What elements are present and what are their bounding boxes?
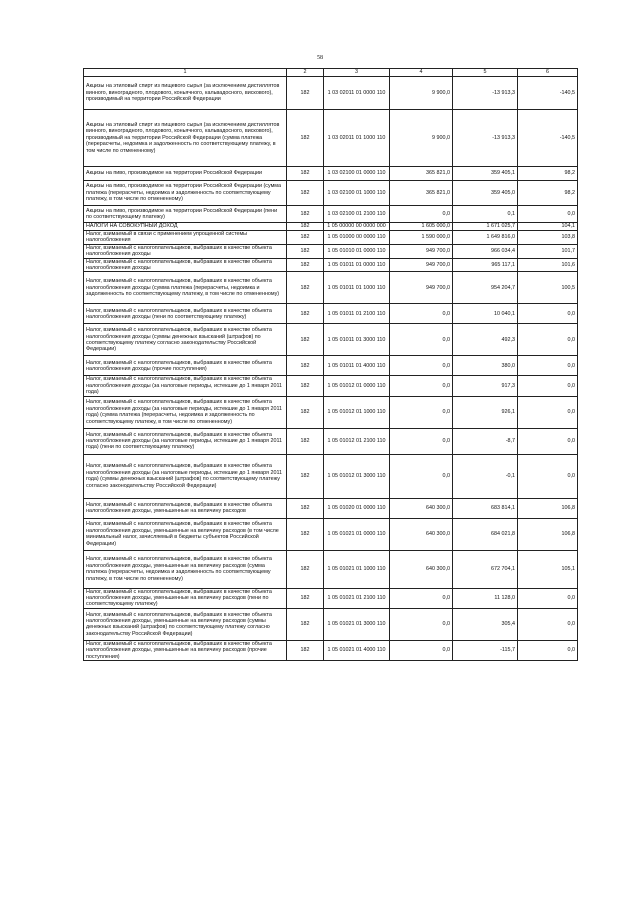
table-row	[84, 206, 578, 223]
actual-amount: 672 704,1	[453, 550, 518, 588]
row-name: Налог, взимаемый с налогоплательщиков, выбравших в качестве объекта налогообложения доходы (прочие поступления)	[84, 356, 287, 376]
execution-percent: 0,0	[518, 428, 578, 454]
admin-code: 182	[287, 396, 324, 428]
actual-amount: 966 034,4	[453, 244, 518, 258]
table-row	[84, 518, 578, 550]
table-row	[84, 588, 578, 608]
planned-amount: 0,0	[390, 356, 453, 376]
planned-amount: 640 300,0	[390, 550, 453, 588]
budget-classification-code: 1 05 00000 00 0000 000	[324, 223, 390, 231]
execution-percent: 0,0	[518, 640, 578, 660]
row-name: Акцизы на пиво, производимое на территории Российской Федерации	[84, 167, 287, 181]
planned-amount: 949 700,0	[390, 272, 453, 304]
execution-percent: 103,8	[518, 231, 578, 245]
table-header-row	[84, 69, 578, 77]
column-header: 2	[287, 69, 324, 77]
row-name: Акцизы на этиловый спирт из пищевого сырья (за исключением дистиллятов винного, виноградного, плодового, коньячного, кальвадосного, вискового), производимый на территории Российской Федерации (сумма платежа (перерасчеты, недоимка и задолженность по соответствующему платежу, в том числе по отмененному)	[84, 110, 287, 167]
budget-classification-code: 1 05 01011 01 3000 110	[324, 324, 390, 356]
column-header: 3	[324, 69, 390, 77]
admin-code: 182	[287, 167, 324, 181]
table-row	[84, 608, 578, 640]
row-name: Налог, взимаемый с налогоплательщиков, выбравших в качестве объекта налогообложения доходы (за налоговые периоды, истекшие до 1 января 2011 года)	[84, 376, 287, 396]
row-name: Налог, взимаемый с налогоплательщиков, выбравших в качестве объекта налогообложения доходы	[84, 258, 287, 272]
actual-amount: 1 671 025,7	[453, 223, 518, 231]
actual-amount: 305,4	[453, 608, 518, 640]
admin-code: 182	[287, 110, 324, 167]
planned-amount: 640 300,0	[390, 518, 453, 550]
row-name: Налог, взимаемый с налогоплательщиков, выбравших в качестве объекта налогообложения доходы, уменьшенные на величину расходов	[84, 498, 287, 518]
row-name: Налог, взимаемый с налогоплательщиков, выбравших в качестве объекта налогообложения доходы (за налоговые периоды, истекшие до 1 января 2011 года) (пени по соответствующему платежу)	[84, 428, 287, 454]
table-row	[84, 550, 578, 588]
row-name: Налог, взимаемый с налогоплательщиков, выбравших в качестве объекта налогообложения доходы (пени по соответствующему платежу)	[84, 304, 287, 324]
table-row	[84, 376, 578, 396]
execution-percent: 0,0	[518, 396, 578, 428]
actual-amount: 380,0	[453, 356, 518, 376]
admin-code: 182	[287, 376, 324, 396]
budget-classification-code: 1 03 02100 01 1000 110	[324, 181, 390, 206]
actual-amount: 684 021,8	[453, 518, 518, 550]
execution-percent: 0,0	[518, 206, 578, 223]
planned-amount: 1 590 000,0	[390, 231, 453, 245]
execution-percent: 100,5	[518, 272, 578, 304]
page-number: 58	[317, 55, 323, 61]
revenue-table	[83, 68, 578, 661]
row-name: Акцизы на этиловый спирт из пищевого сырья (за исключением дистиллятов винного, виноградного, плодового, коньячного, кальвадосного, вискового), производимый на территории Российской Федерации	[84, 77, 287, 110]
execution-percent: -140,5	[518, 110, 578, 167]
budget-classification-code: 1 05 01000 00 0000 110	[324, 231, 390, 245]
admin-code: 182	[287, 77, 324, 110]
execution-percent: 0,0	[518, 376, 578, 396]
planned-amount: 0,0	[390, 376, 453, 396]
table-row	[84, 396, 578, 428]
budget-classification-code: 1 05 01012 01 1000 110	[324, 396, 390, 428]
planned-amount: 949 700,0	[390, 258, 453, 272]
admin-code: 182	[287, 324, 324, 356]
budget-classification-code: 1 05 01021 01 0000 110	[324, 518, 390, 550]
planned-amount: 0,0	[390, 428, 453, 454]
budget-classification-code: 1 05 01011 01 0000 110	[324, 258, 390, 272]
budget-classification-code: 1 05 01012 01 0000 110	[324, 376, 390, 396]
planned-amount: 1 605 000,0	[390, 223, 453, 231]
table-row	[84, 356, 578, 376]
admin-code: 182	[287, 588, 324, 608]
row-name: Налог, взимаемый с налогоплательщиков, выбравших в качестве объекта налогообложения доходы, уменьшенные на величину расходов (сумма платежа (перерасчеты, недоимка и задолженность по соответствующему платежу, в том числе по отмененному)	[84, 550, 287, 588]
row-name: Налог, взимаемый с налогоплательщиков, выбравших в качестве объекта налогообложения доходы (суммы денежных взысканий (штрафов) по соответствующему платежу согласно законодательству Российской Федерации)	[84, 324, 287, 356]
planned-amount: 0,0	[390, 640, 453, 660]
budget-classification-code: 1 05 01021 01 4000 110	[324, 640, 390, 660]
execution-percent: 105,1	[518, 550, 578, 588]
admin-code: 182	[287, 454, 324, 498]
table-row	[84, 110, 578, 167]
admin-code: 182	[287, 428, 324, 454]
row-name: НАЛОГИ НА СОВОКУПНЫЙ ДОХОД	[84, 223, 287, 231]
row-name: Налог, взимаемый с налогоплательщиков, выбравших в качестве объекта налогообложения доходы, уменьшенные на величину расходов (пени по соответствующему платежу)	[84, 588, 287, 608]
table-row	[84, 272, 578, 304]
table-row	[84, 640, 578, 660]
row-name: Налог, взимаемый с налогоплательщиков, выбравших в качестве объекта налогообложения доходы, уменьшенные на величину расходов (в том числе минимальный налог, зачисляемый в бюджеты субъектов Российской Федерации)	[84, 518, 287, 550]
actual-amount: -13 913,3	[453, 110, 518, 167]
planned-amount: 365 821,0	[390, 167, 453, 181]
planned-amount: 949 700,0	[390, 244, 453, 258]
budget-classification-code: 1 05 01011 01 1000 110	[324, 272, 390, 304]
execution-percent: 0,0	[518, 588, 578, 608]
execution-percent: 0,0	[518, 608, 578, 640]
actual-amount: 926,1	[453, 396, 518, 428]
budget-classification-code: 1 05 01021 01 2100 110	[324, 588, 390, 608]
actual-amount: 10 040,1	[453, 304, 518, 324]
table-row	[84, 498, 578, 518]
planned-amount: 0,0	[390, 396, 453, 428]
admin-code: 182	[287, 223, 324, 231]
planned-amount: 0,0	[390, 454, 453, 498]
table-row	[84, 181, 578, 206]
actual-amount: 917,3	[453, 376, 518, 396]
actual-amount: -0,1	[453, 454, 518, 498]
table-row	[84, 167, 578, 181]
actual-amount: 965 117,1	[453, 258, 518, 272]
admin-code: 182	[287, 231, 324, 245]
actual-amount: 492,3	[453, 324, 518, 356]
actual-amount: -13 913,3	[453, 77, 518, 110]
budget-classification-code: 1 05 01021 01 1000 110	[324, 550, 390, 588]
budget-classification-code: 1 05 01010 01 0000 110	[324, 244, 390, 258]
row-name: Налог, взимаемый с налогоплательщиков, выбравших в качестве объекта налогообложения доходы (за налоговые периоды, истекшие до 1 января 2011 года) (суммы денежных взысканий (штрафов) по соответствующему платежу согласно законодательству Российской Федерации)	[84, 454, 287, 498]
budget-classification-code: 1 03 02011 01 1000 110	[324, 110, 390, 167]
actual-amount: 683 814,1	[453, 498, 518, 518]
budget-classification-code: 1 05 01021 01 3000 110	[324, 608, 390, 640]
admin-code: 182	[287, 608, 324, 640]
table-body	[84, 77, 578, 661]
table-row	[84, 231, 578, 245]
table-row	[84, 324, 578, 356]
execution-percent: -140,5	[518, 77, 578, 110]
planned-amount: 0,0	[390, 206, 453, 223]
column-header: 5	[453, 69, 518, 77]
admin-code: 182	[287, 244, 324, 258]
budget-classification-code: 1 03 02100 01 2100 110	[324, 206, 390, 223]
actual-amount: 11 128,0	[453, 588, 518, 608]
execution-percent: 0,0	[518, 454, 578, 498]
row-name: Акцизы на пиво, производимое на территории Российской Федерации (сумма платежа (перерасчеты, недоимка и задолженность по соответствующему платежу, в том числе по отмененному)	[84, 181, 287, 206]
planned-amount: 365 821,0	[390, 181, 453, 206]
actual-amount: 954 204,7	[453, 272, 518, 304]
table-row	[84, 428, 578, 454]
row-name: Акцизы на пиво, производимое на территории Российской Федерации (пени по соответствующему платежу)	[84, 206, 287, 223]
budget-classification-code: 1 03 02011 01 0000 110	[324, 77, 390, 110]
planned-amount: 640 300,0	[390, 498, 453, 518]
execution-percent: 101,7	[518, 244, 578, 258]
table-row	[84, 244, 578, 258]
budget-classification-code: 1 05 01012 01 3000 110	[324, 454, 390, 498]
admin-code: 182	[287, 498, 324, 518]
table-row	[84, 77, 578, 110]
admin-code: 182	[287, 640, 324, 660]
column-header: 4	[390, 69, 453, 77]
execution-percent: 98,2	[518, 167, 578, 181]
table-row	[84, 258, 578, 272]
planned-amount: 0,0	[390, 588, 453, 608]
admin-code: 182	[287, 304, 324, 324]
actual-amount: 359 405,0	[453, 181, 518, 206]
admin-code: 182	[287, 206, 324, 223]
row-name: Налог, взимаемый в связи с применением упрощенной системы налогообложения	[84, 231, 287, 245]
row-name: Налог, взимаемый с налогоплательщиков, выбравших в качестве объекта налогообложения доходы, уменьшенные на величину расходов (суммы денежных взысканий (штрафов) по соответствующему платежу согласно законодательству Российской Федерации)	[84, 608, 287, 640]
execution-percent: 101,6	[518, 258, 578, 272]
admin-code: 182	[287, 518, 324, 550]
admin-code: 182	[287, 356, 324, 376]
budget-classification-code: 1 05 01012 01 2100 110	[324, 428, 390, 454]
actual-amount: -115,7	[453, 640, 518, 660]
actual-amount: 1 649 816,0	[453, 231, 518, 245]
row-name: Налог, взимаемый с налогоплательщиков, выбравших в качестве объекта налогообложения доходы (за налоговые периоды, истекшие до 1 января 2011 года) (сумма платежа (перерасчеты, недоимка и задолженность по соответствующему платежу, в том числе по отмененному)	[84, 396, 287, 428]
budget-classification-code: 1 03 02100 01 0000 110	[324, 167, 390, 181]
column-header: 6	[518, 69, 578, 77]
column-header: 1	[84, 69, 287, 77]
planned-amount: 9 900,0	[390, 110, 453, 167]
budget-classification-code: 1 05 01011 01 4000 110	[324, 356, 390, 376]
admin-code: 182	[287, 550, 324, 588]
actual-amount: 359 405,1	[453, 167, 518, 181]
execution-percent: 104,1	[518, 223, 578, 231]
admin-code: 182	[287, 181, 324, 206]
execution-percent: 0,0	[518, 324, 578, 356]
row-name: Налог, взимаемый с налогоплательщиков, выбравших в качестве объекта налогообложения доходы, уменьшенные на величину расходов (прочие поступления)	[84, 640, 287, 660]
planned-amount: 9 900,0	[390, 77, 453, 110]
row-name: Налог, взимаемый с налогоплательщиков, выбравших в качестве объекта налогообложения доходы (сумма платежа (перерасчеты, недоимка и задолженность по соответствующему платежу, в том числе по отмененному)	[84, 272, 287, 304]
actual-amount: 0,1	[453, 206, 518, 223]
table-row	[84, 223, 578, 231]
admin-code: 182	[287, 258, 324, 272]
execution-percent: 98,2	[518, 181, 578, 206]
budget-classification-code: 1 05 01020 01 0000 110	[324, 498, 390, 518]
row-name: Налог, взимаемый с налогоплательщиков, выбравших в качестве объекта налогообложения доходы	[84, 244, 287, 258]
table-row	[84, 454, 578, 498]
planned-amount: 0,0	[390, 608, 453, 640]
table-row	[84, 304, 578, 324]
budget-classification-code: 1 05 01011 01 2100 110	[324, 304, 390, 324]
execution-percent: 106,8	[518, 498, 578, 518]
execution-percent: 0,0	[518, 304, 578, 324]
execution-percent: 106,8	[518, 518, 578, 550]
planned-amount: 0,0	[390, 324, 453, 356]
admin-code: 182	[287, 272, 324, 304]
actual-amount: -8,7	[453, 428, 518, 454]
planned-amount: 0,0	[390, 304, 453, 324]
execution-percent: 0,0	[518, 356, 578, 376]
